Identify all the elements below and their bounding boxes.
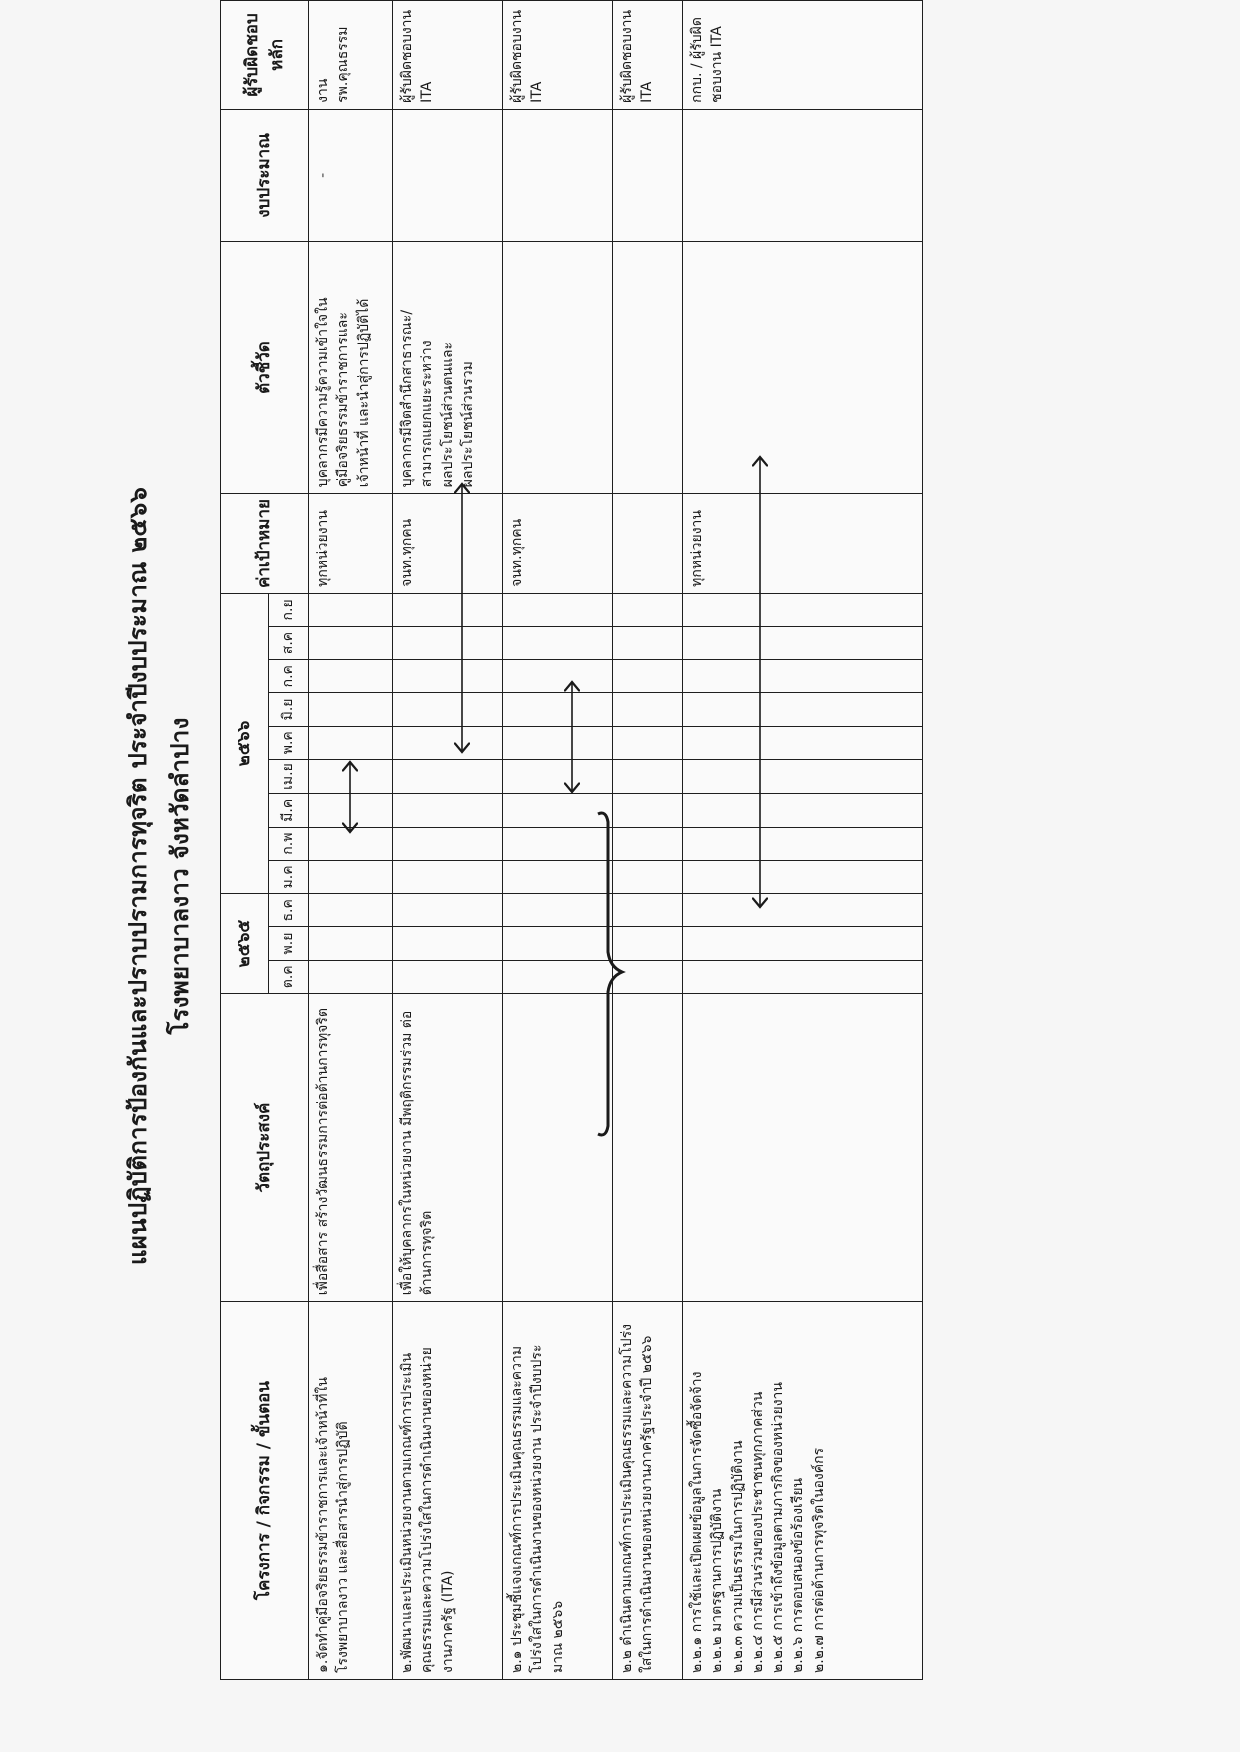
responsible-cell: ผู้รับผิดชอบงาน ITA (393, 1, 503, 110)
responsible-cell: ผู้รับผิดชอบงาน ITA (503, 1, 613, 110)
indicator-cell: บุคลากรมีความรู้ความเข้าใจใน คู่มือจริยธรรมข้าราชการและ เจ้าหน้าที่ และนำสู่การปฏิบัติได้ (309, 241, 393, 493)
month-mar: มี.ค (269, 794, 309, 827)
target-cell (613, 494, 683, 594)
responsible-cell: งาน รพ.คุณธรรม (309, 1, 393, 110)
indicator-cell (683, 241, 923, 493)
indicator-cell: บุคลากรมีจิตสำนึกสาธารณะ/ สามารถแยกแยะระหว่าง ผลประโยชน์ส่วนตนและ ผลประโยชน์ส่วนรวม (393, 241, 503, 493)
target-cell: ทุกหน่วยงาน (309, 494, 393, 594)
target-cell: จนท.ทุกคน (393, 494, 503, 594)
target-cell: ทุกหน่วยงาน (683, 494, 923, 594)
table-row (393, 1, 503, 1680)
objective-cell (613, 993, 683, 1301)
month-sep: ก.ย (269, 593, 309, 626)
month-jan: ม.ค (269, 860, 309, 893)
month-feb: ก.พ (269, 827, 309, 860)
budget-cell: - (309, 109, 393, 241)
table-row (309, 1, 393, 1680)
activity-cell: ๒.๑ ประชุมชี้แจงเกณฑ์การประเมินคุณธรรมและความ โปร่งใสในการดำเนินงานของหน่วยงาน ประจำปีงบประ มาณ ๒๕๖๖ (503, 1302, 613, 1680)
header-indicator: ตัวชี้วัด (221, 241, 309, 493)
header-target: ค่าเป้าหมาย (221, 494, 309, 594)
header-year-2566: ๒๕๖๖ (221, 593, 269, 893)
month-apr: เม.ย (269, 759, 309, 793)
table-row (613, 1, 683, 1680)
header-responsible: ผู้รับผิดชอบหลัก (221, 1, 309, 110)
month-may: พ.ค (269, 726, 309, 759)
activity-cell: ๒.๒ ดำเนินตามเกณฑ์การประเมินคุณธรรมและความโปร่ง ใสในการดำเนินงานของหน่วยงานภาครัฐประจำปี ๒๕๖๖ (613, 1302, 683, 1680)
header-activity: โครงการ / กิจกรรม / ขั้นตอน (221, 1302, 309, 1680)
table-row (683, 1, 923, 1680)
action-plan-table (220, 0, 923, 1680)
responsible-cell: ผู้รับผิดชอบงาน ITA (613, 1, 683, 110)
budget-cell (503, 109, 613, 241)
month-nov: พ.ย (269, 927, 309, 960)
month-oct: ต.ค (269, 960, 309, 993)
document-title: แผนปฏิบัติการป้องกันและปราบปรามการทุจริต ประจำปีงบประมาณ ๒๕๖๖ (124, 487, 152, 1265)
month-jun: มิ.ย (269, 693, 309, 726)
objective-cell (503, 993, 613, 1301)
activity-cell: ๒.๒.๑ การใช้และเปิดเผยข้อมูลในการจัดซื้อจัดจ้าง ๒.๒.๒ มาตรฐานการปฏิบัติงาน ๒.๒.๓ ความเป็นธรรมในการปฏิบัติงาน ๒.๒.๔ การมีส่วนร่วมของประชาชนทุกภาคส่วน ๒.๒.๕ การเข้าถึงข้อมูลตามภารกิจของหน่วยงาน ๒.๒.๖ การตอบสนองข้อร้องเรียน ๒.๒.๗ การต่อต้านการทุจริตในองค์กร (683, 1302, 923, 1680)
budget-cell (613, 109, 683, 241)
header-year-2565: ๒๕๖๕ (221, 894, 269, 994)
activity-cell: ๒.พัฒนาและประเมินหน่วยงานตามเกณฑ์การประเมิน คุณธรรมและความโปร่งใสในการดำเนินงานของหน่วย งานภาครัฐ (ITA) (393, 1302, 503, 1680)
header-objective: วัตถุประสงค์ (221, 993, 309, 1301)
table-row (503, 1, 613, 1680)
header-budget: งบประมาณ (221, 109, 309, 241)
month-jul: ก.ค (269, 660, 309, 693)
target-cell: จนท.ทุกคน (503, 494, 613, 594)
month-dec: ธ.ค (269, 894, 309, 927)
month-aug: ส.ค (269, 626, 309, 659)
activity-cell: ๑.จัดทำคู่มือจริยธรรมข้าราชการและเจ้าหน้าที่ใน โรงพยาบาลงาว และสื่อสารนำสู่การปฏิบัติ (309, 1302, 393, 1680)
responsible-cell: กกบ. / ผู้รับผิดชอบงาน ITA (683, 1, 923, 110)
budget-cell (393, 109, 503, 241)
document-subtitle: โรงพยาบาลงาว จังหวัดลำปาง (166, 717, 194, 1035)
objective-cell: เพื่อให้บุคลากรในหน่วยงาน มีพฤติกรรมร่วม ต่อต้านการทุจริต (393, 993, 503, 1301)
indicator-cell (503, 241, 613, 493)
objective-cell: เพื่อสื่อสาร สร้างวัฒนธรรมการต่อต้านการทุจริต (309, 993, 393, 1301)
indicator-cell (613, 241, 683, 493)
budget-cell (683, 109, 923, 241)
objective-cell (683, 993, 923, 1301)
